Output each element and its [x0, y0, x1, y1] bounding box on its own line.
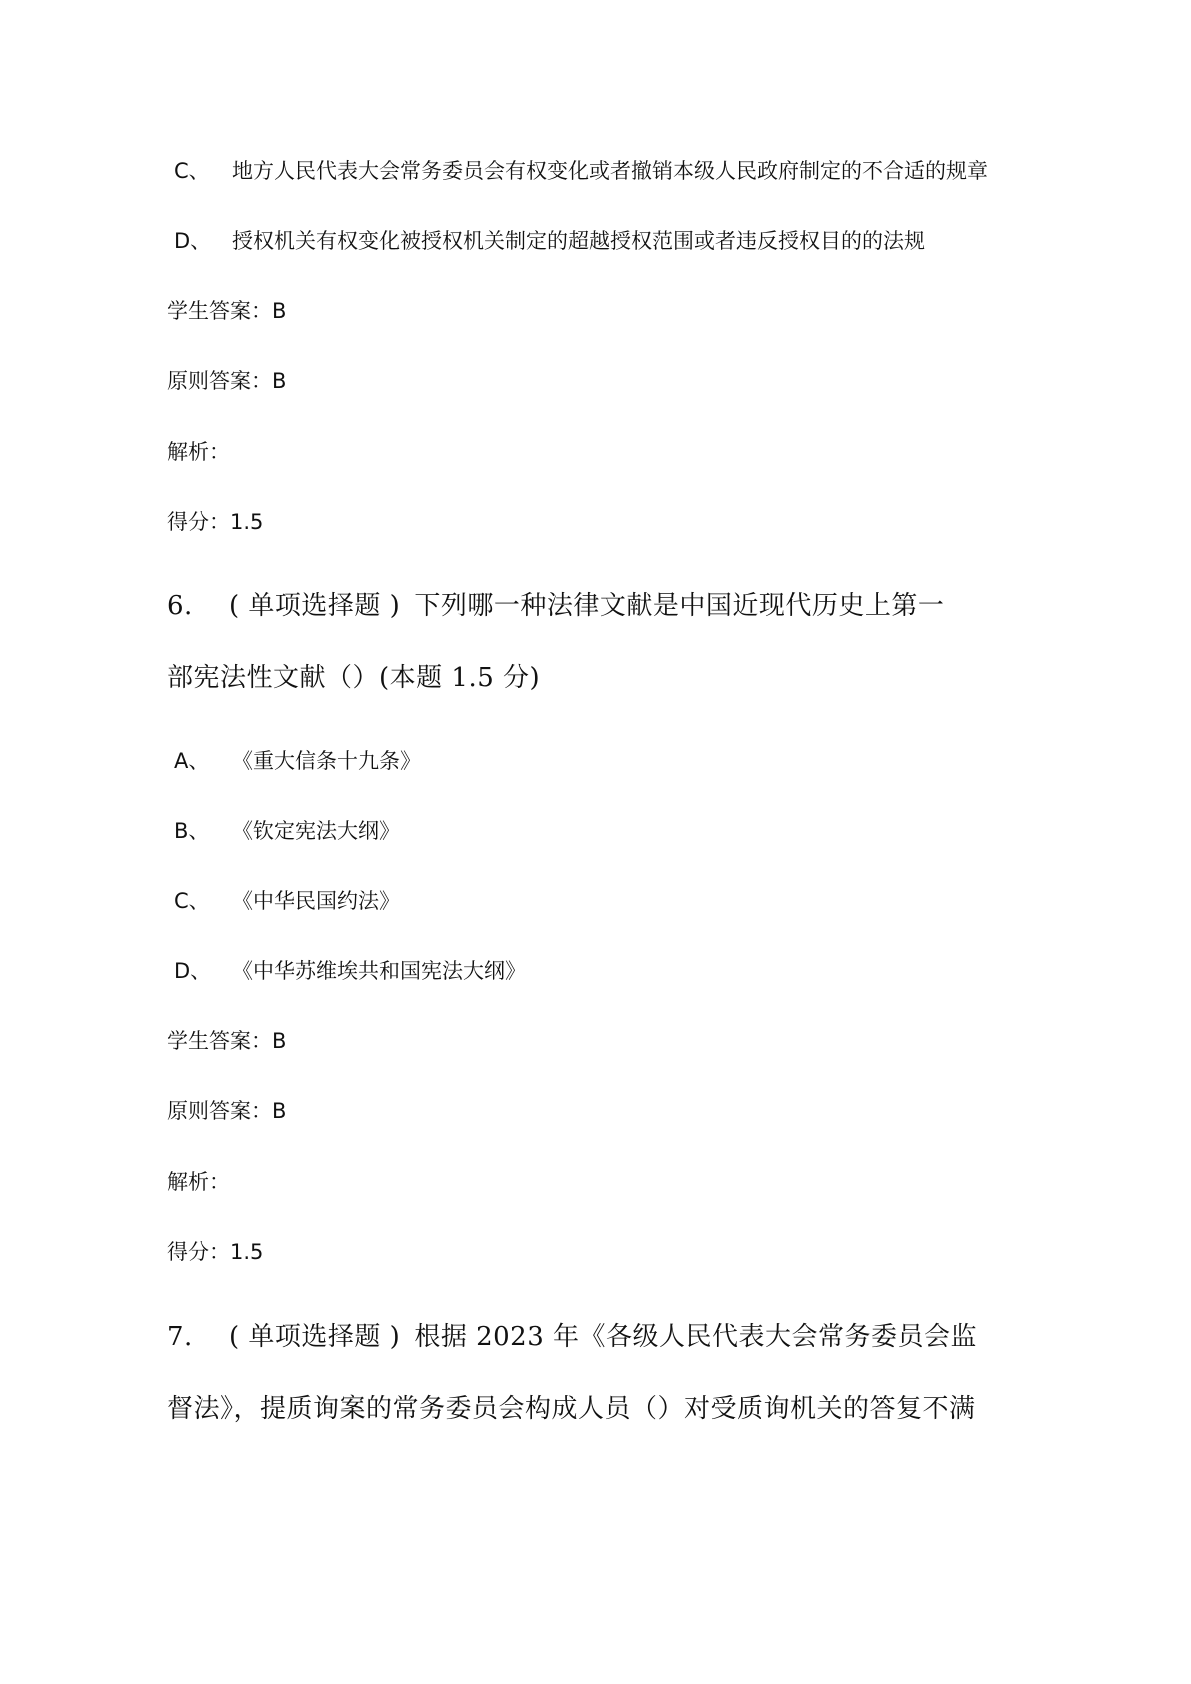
question-7-stem	[167, 1316, 977, 1353]
option-text: 《中华民国约法》	[232, 889, 400, 913]
standard-answer: 原则答案：B	[167, 1099, 287, 1123]
option-b	[174, 815, 400, 845]
question-stem: 下列哪一种法律文献是中国近现代历史上第一	[414, 591, 945, 621]
student-answer: 学生答案：B	[167, 1029, 287, 1053]
score: 得分：1.5	[167, 1240, 264, 1264]
student-answer: 学生答案：B	[167, 299, 287, 323]
question-7-stem-cont: 督法》，提质询案的常务委员会构成人员（）对受质询机关的答复不满	[167, 1394, 976, 1424]
option-text: 《重大信条十九条》	[232, 749, 421, 773]
question-type: ( 单项选择题 )	[229, 1322, 401, 1352]
option-c	[174, 885, 400, 915]
question-stem: 根据 2023 年《各级人民代表大会常务委员会监	[414, 1322, 978, 1352]
standard-answer: 原则答案：B	[167, 369, 287, 393]
question-6-stem	[167, 585, 944, 622]
question-number: 6.	[167, 591, 193, 621]
question-6-stem-cont: 部宪法性文献（）(本题 1.5 分)	[167, 663, 541, 693]
option-letter: D、	[174, 229, 212, 253]
option-d	[174, 225, 925, 255]
option-c	[174, 155, 988, 185]
question-type: ( 单项选择题 )	[229, 591, 401, 621]
option-d	[174, 955, 526, 985]
question-number: 7.	[167, 1322, 193, 1352]
option-text: 《钦定宪法大纲》	[232, 819, 400, 843]
analysis: 解析：	[167, 440, 230, 464]
option-letter: B、	[174, 819, 210, 843]
option-letter: A、	[174, 749, 210, 773]
option-letter: D、	[174, 959, 212, 983]
option-text: 地方人民代表大会常务委员会有权变化或者撤销本级人民政府制定的不合适的规章	[232, 159, 988, 183]
option-a	[174, 745, 421, 775]
score: 得分：1.5	[167, 510, 264, 534]
analysis: 解析：	[167, 1170, 230, 1194]
option-letter: C、	[174, 159, 210, 183]
option-text: 授权机关有权变化被授权机关制定的超越授权范围或者违反授权目的的法规	[232, 229, 925, 253]
option-text: 《中华苏维埃共和国宪法大纲》	[232, 959, 526, 983]
option-letter: C、	[174, 889, 210, 913]
